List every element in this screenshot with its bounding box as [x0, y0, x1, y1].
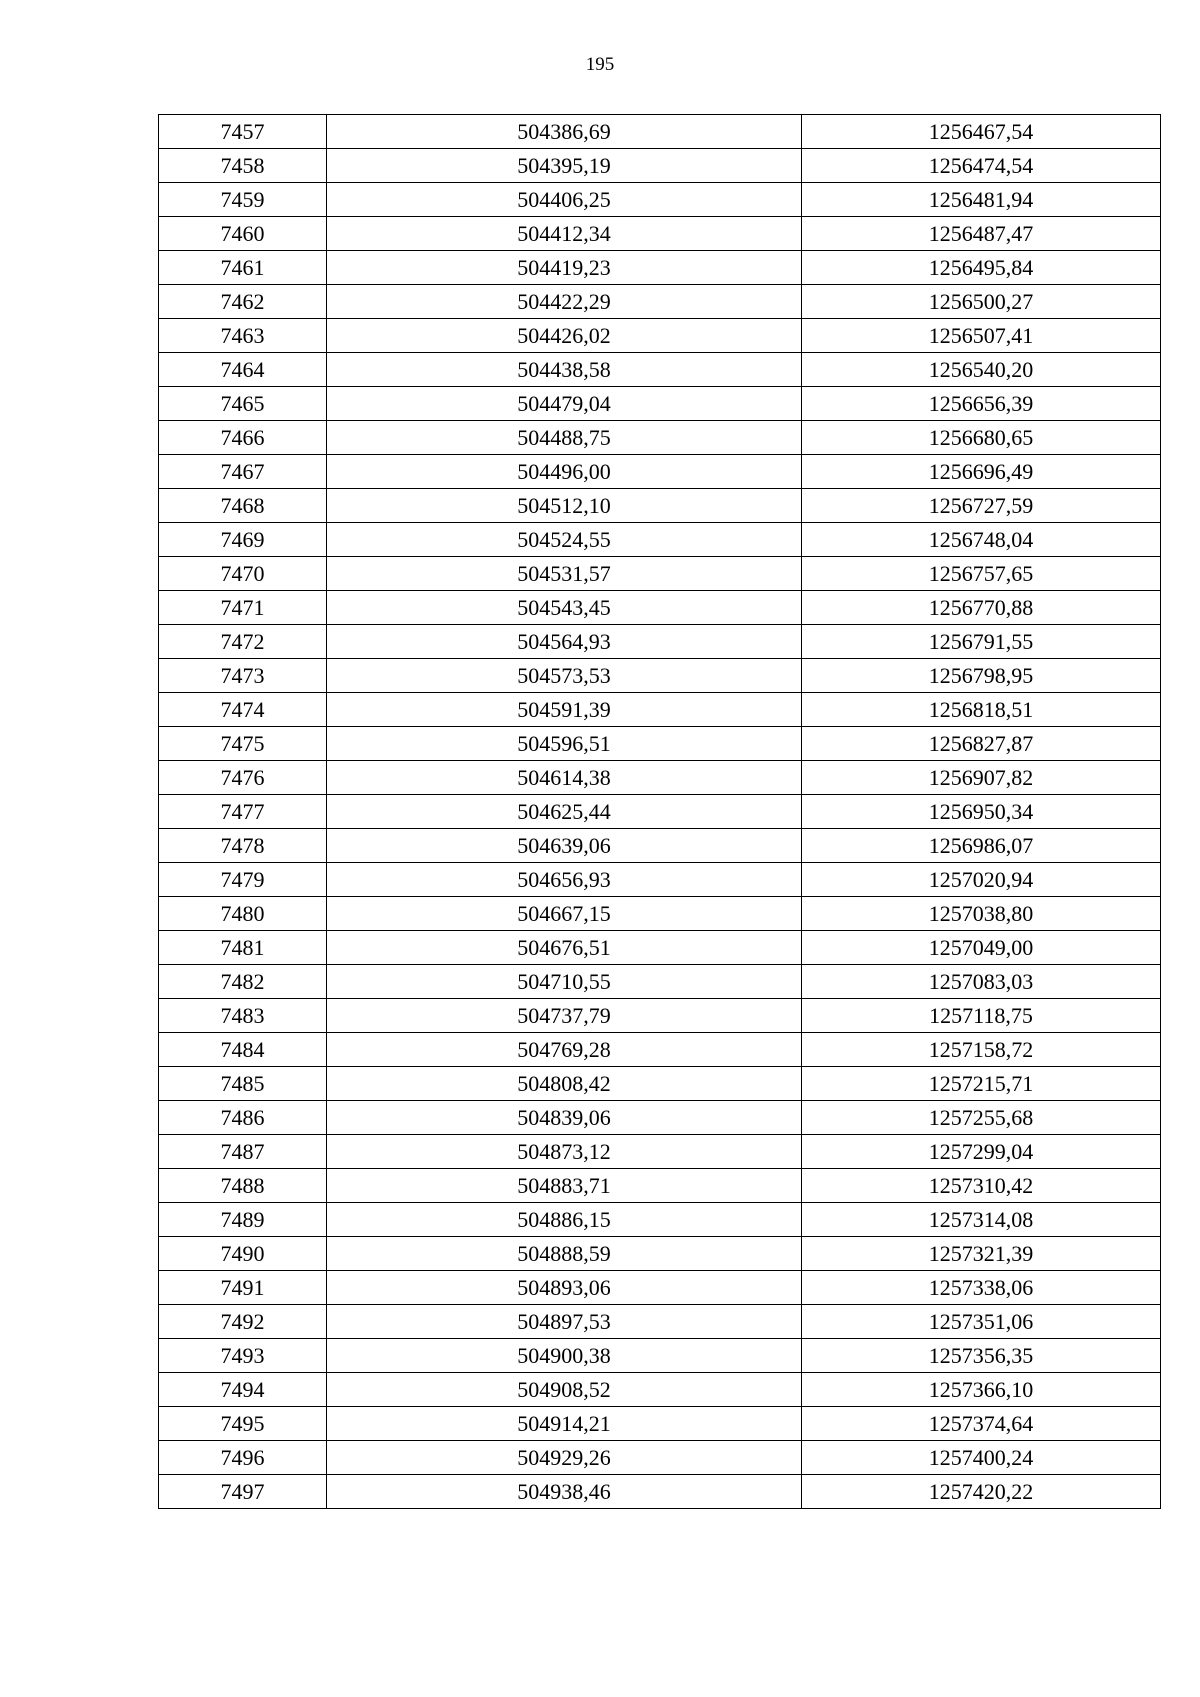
- x-coordinate-cell: 504512,10: [327, 489, 802, 523]
- point-number-cell: 7459: [159, 183, 327, 217]
- y-coordinate-cell: 1256467,54: [802, 115, 1161, 149]
- y-coordinate-cell: 1256481,94: [802, 183, 1161, 217]
- x-coordinate-cell: 504900,38: [327, 1339, 802, 1373]
- y-coordinate-cell: 1257338,06: [802, 1271, 1161, 1305]
- y-coordinate-cell: 1256950,34: [802, 795, 1161, 829]
- table-row: [159, 659, 1161, 693]
- point-number-cell: 7458: [159, 149, 327, 183]
- x-coordinate-cell: 504438,58: [327, 353, 802, 387]
- x-coordinate-cell: 504531,57: [327, 557, 802, 591]
- point-number-cell: 7487: [159, 1135, 327, 1169]
- point-number-cell: 7477: [159, 795, 327, 829]
- point-number-cell: 7461: [159, 251, 327, 285]
- point-number-cell: 7469: [159, 523, 327, 557]
- table-row: [159, 1237, 1161, 1271]
- table-row: [159, 1441, 1161, 1475]
- table-row: [159, 863, 1161, 897]
- point-number-cell: 7475: [159, 727, 327, 761]
- x-coordinate-cell: 504769,28: [327, 1033, 802, 1067]
- table-row: [159, 1271, 1161, 1305]
- table-row: [159, 761, 1161, 795]
- table-row: [159, 1169, 1161, 1203]
- y-coordinate-cell: 1257299,04: [802, 1135, 1161, 1169]
- y-coordinate-cell: 1257020,94: [802, 863, 1161, 897]
- y-coordinate-cell: 1256540,20: [802, 353, 1161, 387]
- point-number-cell: 7484: [159, 1033, 327, 1067]
- table-row: [159, 149, 1161, 183]
- y-coordinate-cell: 1256827,87: [802, 727, 1161, 761]
- table-row: [159, 999, 1161, 1033]
- y-coordinate-cell: 1256495,84: [802, 251, 1161, 285]
- table-row: [159, 625, 1161, 659]
- page-number: 195: [585, 54, 615, 75]
- table-row: [159, 489, 1161, 523]
- point-number-cell: 7482: [159, 965, 327, 999]
- y-coordinate-cell: 1256680,65: [802, 421, 1161, 455]
- x-coordinate-cell: 504710,55: [327, 965, 802, 999]
- table-row: [159, 1033, 1161, 1067]
- table-row: [159, 965, 1161, 999]
- table-row: [159, 455, 1161, 489]
- x-coordinate-cell: 504676,51: [327, 931, 802, 965]
- x-coordinate-cell: 504897,53: [327, 1305, 802, 1339]
- y-coordinate-cell: 1256487,47: [802, 217, 1161, 251]
- y-coordinate-cell: 1257310,42: [802, 1169, 1161, 1203]
- y-coordinate-cell: 1257158,72: [802, 1033, 1161, 1067]
- y-coordinate-cell: 1256818,51: [802, 693, 1161, 727]
- x-coordinate-cell: 504543,45: [327, 591, 802, 625]
- x-coordinate-cell: 504406,25: [327, 183, 802, 217]
- x-coordinate-cell: 504596,51: [327, 727, 802, 761]
- x-coordinate-cell: 504488,75: [327, 421, 802, 455]
- table-row: [159, 1305, 1161, 1339]
- y-coordinate-cell: 1257321,39: [802, 1237, 1161, 1271]
- x-coordinate-cell: 504886,15: [327, 1203, 802, 1237]
- y-coordinate-cell: 1257400,24: [802, 1441, 1161, 1475]
- table-row: [159, 795, 1161, 829]
- x-coordinate-cell: 504914,21: [327, 1407, 802, 1441]
- y-coordinate-cell: 1257083,03: [802, 965, 1161, 999]
- x-coordinate-cell: 504412,34: [327, 217, 802, 251]
- y-coordinate-cell: 1256727,59: [802, 489, 1161, 523]
- point-number-cell: 7480: [159, 897, 327, 931]
- y-coordinate-cell: 1256474,54: [802, 149, 1161, 183]
- point-number-cell: 7476: [159, 761, 327, 795]
- table-row: [159, 421, 1161, 455]
- point-number-cell: 7479: [159, 863, 327, 897]
- table-row: [159, 931, 1161, 965]
- y-coordinate-cell: 1256757,65: [802, 557, 1161, 591]
- coordinates-table: [158, 114, 1161, 1509]
- table-row: [159, 217, 1161, 251]
- x-coordinate-cell: 504426,02: [327, 319, 802, 353]
- point-number-cell: 7467: [159, 455, 327, 489]
- y-coordinate-cell: 1256500,27: [802, 285, 1161, 319]
- table-row: [159, 1407, 1161, 1441]
- y-coordinate-cell: 1256907,82: [802, 761, 1161, 795]
- x-coordinate-cell: 504888,59: [327, 1237, 802, 1271]
- point-number-cell: 7473: [159, 659, 327, 693]
- x-coordinate-cell: 504839,06: [327, 1101, 802, 1135]
- x-coordinate-cell: 504908,52: [327, 1373, 802, 1407]
- table-row: [159, 897, 1161, 931]
- x-coordinate-cell: 504893,06: [327, 1271, 802, 1305]
- x-coordinate-cell: 504564,93: [327, 625, 802, 659]
- table-row: [159, 251, 1161, 285]
- x-coordinate-cell: 504667,15: [327, 897, 802, 931]
- table-row: [159, 353, 1161, 387]
- x-coordinate-cell: 504524,55: [327, 523, 802, 557]
- point-number-cell: 7465: [159, 387, 327, 421]
- table-row: [159, 1135, 1161, 1169]
- x-coordinate-cell: 504591,39: [327, 693, 802, 727]
- y-coordinate-cell: 1257215,71: [802, 1067, 1161, 1101]
- point-number-cell: 7464: [159, 353, 327, 387]
- y-coordinate-cell: 1257374,64: [802, 1407, 1161, 1441]
- point-number-cell: 7462: [159, 285, 327, 319]
- point-number-cell: 7485: [159, 1067, 327, 1101]
- x-coordinate-cell: 504883,71: [327, 1169, 802, 1203]
- y-coordinate-cell: 1256791,55: [802, 625, 1161, 659]
- table-row: [159, 1203, 1161, 1237]
- table-row: [159, 1101, 1161, 1135]
- x-coordinate-cell: 504395,19: [327, 149, 802, 183]
- table-row: [159, 727, 1161, 761]
- table-row: [159, 1339, 1161, 1373]
- y-coordinate-cell: 1257366,10: [802, 1373, 1161, 1407]
- point-number-cell: 7478: [159, 829, 327, 863]
- point-number-cell: 7483: [159, 999, 327, 1033]
- y-coordinate-cell: 1256798,95: [802, 659, 1161, 693]
- point-number-cell: 7488: [159, 1169, 327, 1203]
- table-row: [159, 115, 1161, 149]
- point-number-cell: 7494: [159, 1373, 327, 1407]
- point-number-cell: 7463: [159, 319, 327, 353]
- x-coordinate-cell: 504479,04: [327, 387, 802, 421]
- x-coordinate-cell: 504614,38: [327, 761, 802, 795]
- y-coordinate-cell: 1256696,49: [802, 455, 1161, 489]
- table-row: [159, 1475, 1161, 1509]
- table-row: [159, 693, 1161, 727]
- x-coordinate-cell: 504496,00: [327, 455, 802, 489]
- x-coordinate-cell: 504419,23: [327, 251, 802, 285]
- y-coordinate-cell: 1257351,06: [802, 1305, 1161, 1339]
- point-number-cell: 7493: [159, 1339, 327, 1373]
- point-number-cell: 7496: [159, 1441, 327, 1475]
- y-coordinate-cell: 1256748,04: [802, 523, 1161, 557]
- y-coordinate-cell: 1256507,41: [802, 319, 1161, 353]
- point-number-cell: 7470: [159, 557, 327, 591]
- y-coordinate-cell: 1256986,07: [802, 829, 1161, 863]
- x-coordinate-cell: 504873,12: [327, 1135, 802, 1169]
- point-number-cell: 7495: [159, 1407, 327, 1441]
- y-coordinate-cell: 1256770,88: [802, 591, 1161, 625]
- point-number-cell: 7468: [159, 489, 327, 523]
- x-coordinate-cell: 504625,44: [327, 795, 802, 829]
- table-row: [159, 183, 1161, 217]
- x-coordinate-cell: 504639,06: [327, 829, 802, 863]
- x-coordinate-cell: 504573,53: [327, 659, 802, 693]
- coordinates-table-body: [159, 115, 1161, 1509]
- y-coordinate-cell: 1257118,75: [802, 999, 1161, 1033]
- point-number-cell: 7492: [159, 1305, 327, 1339]
- table-row: [159, 1067, 1161, 1101]
- table-row: [159, 387, 1161, 421]
- y-coordinate-cell: 1257038,80: [802, 897, 1161, 931]
- x-coordinate-cell: 504808,42: [327, 1067, 802, 1101]
- y-coordinate-cell: 1257314,08: [802, 1203, 1161, 1237]
- point-number-cell: 7491: [159, 1271, 327, 1305]
- point-number-cell: 7457: [159, 115, 327, 149]
- point-number-cell: 7466: [159, 421, 327, 455]
- point-number-cell: 7471: [159, 591, 327, 625]
- point-number-cell: 7490: [159, 1237, 327, 1271]
- point-number-cell: 7472: [159, 625, 327, 659]
- point-number-cell: 7486: [159, 1101, 327, 1135]
- table-row: [159, 591, 1161, 625]
- y-coordinate-cell: 1257356,35: [802, 1339, 1161, 1373]
- x-coordinate-cell: 504422,29: [327, 285, 802, 319]
- table-row: [159, 829, 1161, 863]
- x-coordinate-cell: 504656,93: [327, 863, 802, 897]
- x-coordinate-cell: 504929,26: [327, 1441, 802, 1475]
- table-row: [159, 557, 1161, 591]
- x-coordinate-cell: 504938,46: [327, 1475, 802, 1509]
- y-coordinate-cell: 1257049,00: [802, 931, 1161, 965]
- y-coordinate-cell: 1256656,39: [802, 387, 1161, 421]
- table-row: [159, 1373, 1161, 1407]
- table-row: [159, 523, 1161, 557]
- point-number-cell: 7481: [159, 931, 327, 965]
- y-coordinate-cell: 1257420,22: [802, 1475, 1161, 1509]
- x-coordinate-cell: 504386,69: [327, 115, 802, 149]
- x-coordinate-cell: 504737,79: [327, 999, 802, 1033]
- point-number-cell: 7460: [159, 217, 327, 251]
- point-number-cell: 7489: [159, 1203, 327, 1237]
- table-row: [159, 285, 1161, 319]
- y-coordinate-cell: 1257255,68: [802, 1101, 1161, 1135]
- point-number-cell: 7497: [159, 1475, 327, 1509]
- table-row: [159, 319, 1161, 353]
- point-number-cell: 7474: [159, 693, 327, 727]
